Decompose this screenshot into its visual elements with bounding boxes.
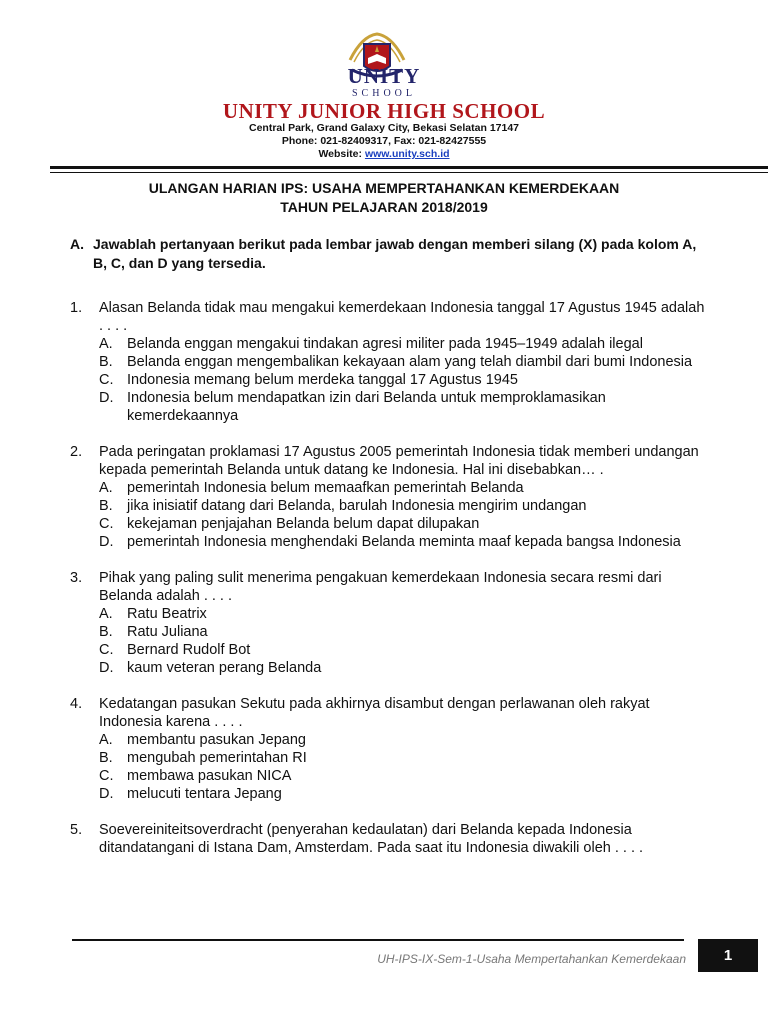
question-number: 5. bbox=[70, 822, 83, 838]
option-text: jika inisiatif datang dari Belanda, barulah Indonesia mengirim undangan bbox=[127, 498, 587, 514]
question-number: 3. bbox=[70, 570, 83, 586]
section-instruction bbox=[70, 235, 710, 273]
school-phone-fax: Phone: 021-82409317, Fax: 021-82427555 bbox=[281, 135, 487, 147]
option-letter: B. bbox=[99, 354, 113, 370]
answer-option bbox=[99, 605, 710, 623]
answer-option bbox=[99, 533, 710, 551]
question-list bbox=[70, 299, 710, 875]
answer-option bbox=[99, 371, 710, 389]
school-name: UNITY JUNIOR HIGH SCHOOL bbox=[222, 99, 546, 123]
option-text: Indonesia belum mendapatkan izin dari Belanda untuk memproklamasikan kemerdekaannya bbox=[127, 390, 606, 424]
option-text: kaum veteran perang Belanda bbox=[127, 660, 322, 676]
question-item bbox=[70, 569, 710, 677]
option-text: kekejaman penjajahan Belanda belum dapat dilupakan bbox=[127, 516, 480, 532]
option-letter: B. bbox=[99, 750, 113, 766]
option-text: membantu pasukan Jepang bbox=[127, 732, 306, 748]
question-item bbox=[70, 443, 710, 551]
answer-option bbox=[99, 515, 710, 533]
brand-sub: SCHOOL bbox=[351, 88, 416, 99]
option-letter: A. bbox=[99, 480, 113, 496]
website-link[interactable]: www.unity.sch.id bbox=[364, 148, 450, 160]
exam-year: TAHUN PELAJARAN 2018/2019 bbox=[280, 199, 488, 215]
option-text: Indonesia memang belum merdeka tanggal 17 Agustus 1945 bbox=[127, 372, 518, 388]
section-letter: A. bbox=[70, 236, 84, 252]
instruction-text: Jawablah pertanyaan berikut pada lembar jawab dengan memberi silang (X) pada kolom A, B, C, dan D yang tersedia. bbox=[93, 236, 697, 271]
option-text: Belanda enggan mengembalikan kekayaan alam yang telah diambil dari bumi Indonesia bbox=[127, 354, 693, 370]
option-letter: C. bbox=[99, 372, 114, 388]
answer-option bbox=[99, 497, 710, 515]
website-label: Website: bbox=[318, 148, 365, 160]
answer-option bbox=[99, 389, 710, 425]
option-text: pemerintah Indonesia belum memaafkan pemerintah Belanda bbox=[127, 480, 524, 496]
answer-option bbox=[99, 659, 710, 677]
option-text: Ratu Beatrix bbox=[127, 606, 207, 622]
question-text: Pada peringatan proklamasi 17 Agustus 2005 pemerintah Indonesia tidak memberi undangan kepada pemerintah Belanda untuk datang ke Indonesia. Hal ini disebabkan… . bbox=[99, 444, 699, 478]
question-text: Kedatangan pasukan Sekutu pada akhirnya disambut dengan perlawanan oleh rakyat Indonesia karena . . . . bbox=[99, 696, 650, 730]
answer-option bbox=[99, 623, 710, 641]
answer-option bbox=[99, 785, 710, 803]
question-item bbox=[70, 695, 710, 803]
option-letter: D. bbox=[99, 786, 114, 802]
option-letter: D. bbox=[99, 534, 114, 550]
footer-title: UH-IPS-IX-Sem-1-Usaha Mempertahankan Kemerdekaan bbox=[377, 952, 686, 966]
question-text: Soevereiniteitsoverdracht (penyerahan kedaulatan) dari Belanda kepada Indonesia ditandatangani di Istana Dam, Amsterdam. Pada saat itu Indonesia diwakili oleh . . . . bbox=[99, 822, 644, 856]
option-letter: B. bbox=[99, 624, 113, 640]
option-letter: B. bbox=[99, 498, 113, 514]
option-text: Belanda enggan mengakui tindakan agresi militer pada 1945–1949 adalah ilegal bbox=[127, 336, 643, 352]
option-letter: D. bbox=[99, 660, 114, 676]
option-text: mengubah pemerintahan RI bbox=[127, 750, 307, 766]
option-letter: A. bbox=[99, 606, 113, 622]
option-text: membawa pasukan NICA bbox=[127, 768, 292, 784]
question-item bbox=[70, 299, 710, 425]
question-number: 2. bbox=[70, 444, 83, 460]
option-letter: C. bbox=[99, 516, 114, 532]
option-text: Ratu Juliana bbox=[127, 624, 208, 640]
page-number: 1 bbox=[698, 939, 758, 972]
question-number: 4. bbox=[70, 696, 83, 712]
header-divider-thick bbox=[50, 166, 768, 169]
answer-option bbox=[99, 731, 710, 749]
question-text: Alasan Belanda tidak mau mengakui kemerdekaan Indonesia tanggal 17 Agustus 1945 adalah . . . . bbox=[99, 300, 705, 334]
option-letter: A. bbox=[99, 336, 113, 352]
option-letter: A. bbox=[99, 732, 113, 748]
option-text: Bernard Rudolf Bot bbox=[127, 642, 251, 658]
option-text: pemerintah Indonesia menghendaki Belanda meminta maaf kepada bangsa Indonesia bbox=[127, 534, 681, 550]
school-website bbox=[0, 149, 768, 160]
answer-option bbox=[99, 749, 710, 767]
question-text: Pihak yang paling sulit menerima pengakuan kemerdekaan Indonesia secara resmi dari Belanda adalah . . . . bbox=[99, 570, 662, 604]
answer-option bbox=[99, 353, 710, 371]
answer-option bbox=[99, 335, 710, 353]
school-address: Central Park, Grand Galaxy City, Bekasi Selatan 17147 bbox=[248, 122, 520, 134]
option-text: melucuti tentara Jepang bbox=[127, 786, 282, 802]
answer-option bbox=[99, 767, 710, 785]
option-letter: C. bbox=[99, 768, 114, 784]
question-item bbox=[70, 821, 710, 857]
answer-option bbox=[99, 479, 710, 497]
exam-title: ULANGAN HARIAN IPS: USAHA MEMPERTAHANKAN KEMERDEKAAN bbox=[148, 180, 620, 196]
question-number: 1. bbox=[70, 300, 83, 316]
footer-divider bbox=[72, 939, 684, 941]
answer-option bbox=[99, 641, 710, 659]
header-divider-thin bbox=[50, 172, 768, 173]
option-letter: C. bbox=[99, 642, 114, 658]
option-letter: D. bbox=[99, 390, 114, 406]
brand-name: UNITY bbox=[347, 64, 421, 88]
